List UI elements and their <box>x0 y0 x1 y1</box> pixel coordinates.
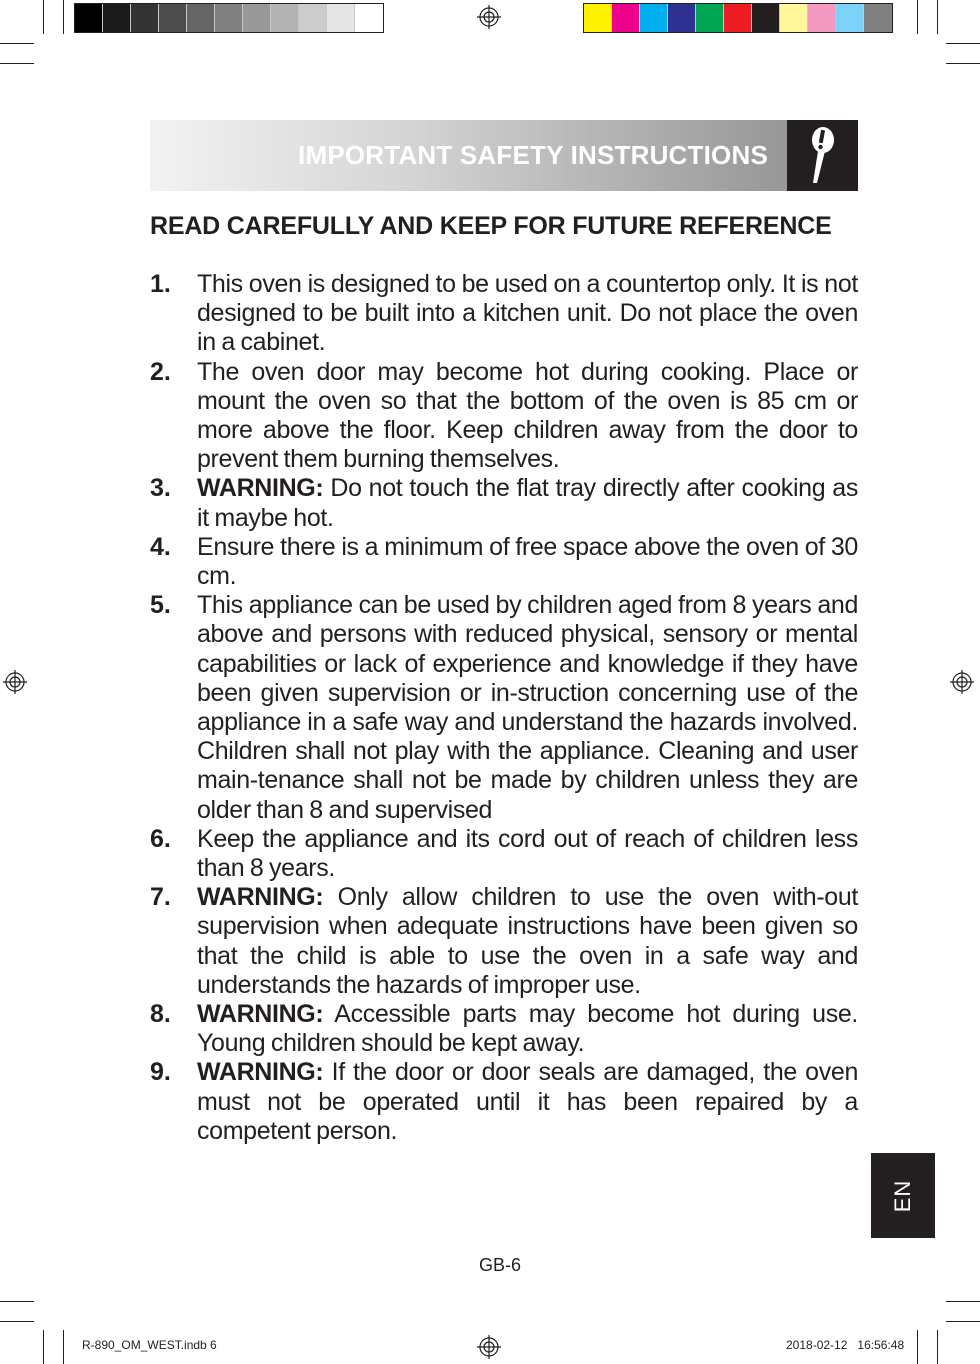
section-header <box>150 120 858 191</box>
page-number <box>0 1255 980 1276</box>
color-swatch <box>215 4 243 32</box>
registration-mark-icon <box>477 5 501 29</box>
color-swatch <box>724 4 752 32</box>
crop-mark <box>937 0 938 34</box>
exclamation-icon <box>787 120 858 191</box>
crop-mark <box>63 1330 64 1364</box>
color-swatch <box>808 4 836 32</box>
color-swatch <box>187 4 215 32</box>
color-swatch <box>243 4 271 32</box>
item-number: 4. <box>150 532 171 561</box>
footer-time: 16:56:48 <box>857 1338 905 1352</box>
color-swatch <box>103 4 131 32</box>
crop-mark <box>0 1301 34 1302</box>
list-item <box>150 825 858 883</box>
color-swatch <box>159 4 187 32</box>
item-body: The oven door may become hot during cooking. Place or mount the oven so that the bottom of the oven is 85 cm or more above the floor. Keep children away from the door to prevent them burning themselves. <box>197 357 858 474</box>
crop-mark <box>937 1330 938 1364</box>
item-body: Do not touch the flat tray directly after cooking as it maybe hot. <box>197 474 858 532</box>
language-label: EN <box>890 1179 915 1212</box>
item-body: This oven is designed to be used on a countertop only. It is not designed to be built into a kitchen unit. Do not place the oven in a cabinet. <box>197 270 858 357</box>
warning-label: WARNING: <box>197 1058 324 1087</box>
list-item <box>150 591 858 825</box>
section-title: IMPORTANT SAFETY INSTRUCTIONS <box>298 140 768 170</box>
list-item <box>150 1058 858 1146</box>
list-item <box>150 358 858 475</box>
list-item <box>150 474 858 532</box>
crop-mark <box>946 1321 980 1322</box>
color-swatch <box>327 4 355 32</box>
color-swatch <box>752 4 780 32</box>
footer-filename: R-890_OM_WEST.indb 6 <box>82 1338 217 1352</box>
footer-date: 2018-02-12 <box>786 1338 848 1352</box>
item-body: If the door or door seals are damaged, the oven must not be operated until it has been repaired by a competent person. <box>197 1058 858 1145</box>
list-item <box>150 533 858 591</box>
item-body: Ensure there is a minimum of free space above the oven of 30 cm. <box>197 532 858 591</box>
crop-mark <box>0 1321 34 1322</box>
item-body: Only allow children to use the oven with-out supervision when adequate instructions have been given so that the child is able to use the oven in a safe way and understands the hazards of improper use. <box>197 883 858 999</box>
item-text <box>197 270 858 358</box>
crop-mark <box>917 0 918 34</box>
registration-mark-icon <box>950 670 974 694</box>
grayscale-color-bar <box>74 3 384 33</box>
item-text <box>197 825 858 883</box>
item-number: 2. <box>150 357 171 386</box>
item-number: 7. <box>150 883 171 912</box>
crop-mark <box>43 1330 44 1364</box>
crop-mark <box>63 0 64 34</box>
crop-mark <box>43 0 44 34</box>
item-text <box>197 474 858 532</box>
warning-label: WARNING: <box>197 1000 324 1029</box>
crop-mark <box>0 43 34 44</box>
item-body: Keep the appliance and its cord out of reach of children less than 8 years. <box>197 824 858 883</box>
crop-mark <box>946 43 980 44</box>
item-number: 9. <box>150 1058 171 1087</box>
item-text <box>197 591 858 825</box>
color-swatch <box>355 4 383 32</box>
crop-mark <box>0 63 34 64</box>
item-number: 8. <box>150 1000 171 1029</box>
item-body: Accessible parts may become hot during use. Young children should be kept away. <box>197 1000 858 1058</box>
color-swatch <box>612 4 640 32</box>
registration-mark-icon <box>3 670 27 694</box>
language-tab <box>871 1153 935 1238</box>
list-item <box>150 270 858 358</box>
item-number: 3. <box>150 474 171 503</box>
crop-mark <box>917 1330 918 1364</box>
item-text <box>197 1000 858 1058</box>
color-swatch <box>836 4 864 32</box>
item-body: This appliance can be used by children aged from 8 years and above and persons with reduced physical, sensory or mental capabilities or lack of experience and knowledge if they have been given supervision or in-struction concerning use of the appliance in a safe way and understand the hazards involved. Children shall not play with the appliance. Cleaning and user main-tenance shall not be made by children unless they are older than 8 and supervised <box>197 591 858 824</box>
item-text <box>197 1058 858 1146</box>
item-number: 1. <box>150 270 171 298</box>
item-text <box>197 533 858 591</box>
color-swatch <box>640 4 668 32</box>
color-swatch <box>75 4 103 32</box>
color-swatch <box>668 4 696 32</box>
warning-label: WARNING: <box>197 474 324 503</box>
page-number-label: GB-6 <box>478 1255 521 1275</box>
color-swatch <box>271 4 299 32</box>
safety-instructions-list <box>150 270 858 1146</box>
list-item <box>150 883 858 1000</box>
color-swatch <box>131 4 159 32</box>
item-number: 6. <box>150 824 171 853</box>
color-swatch <box>696 4 724 32</box>
crop-mark <box>946 63 980 64</box>
cmyk-color-bar <box>583 3 893 33</box>
warning-label: WARNING: <box>197 883 324 912</box>
page-subtitle: READ CAREFULLY AND KEEP FOR FUTURE REFERENCE <box>150 212 832 240</box>
registration-mark-icon <box>477 1335 501 1359</box>
color-swatch <box>584 4 612 32</box>
item-number: 5. <box>150 591 171 620</box>
crop-mark <box>946 1301 980 1302</box>
color-swatch <box>299 4 327 32</box>
header-icon-box <box>787 120 858 191</box>
item-text <box>197 358 858 475</box>
list-item <box>150 1000 858 1058</box>
color-swatch <box>864 4 892 32</box>
footer-timestamp <box>786 1338 904 1352</box>
color-swatch <box>780 4 808 32</box>
item-text <box>197 883 858 1000</box>
